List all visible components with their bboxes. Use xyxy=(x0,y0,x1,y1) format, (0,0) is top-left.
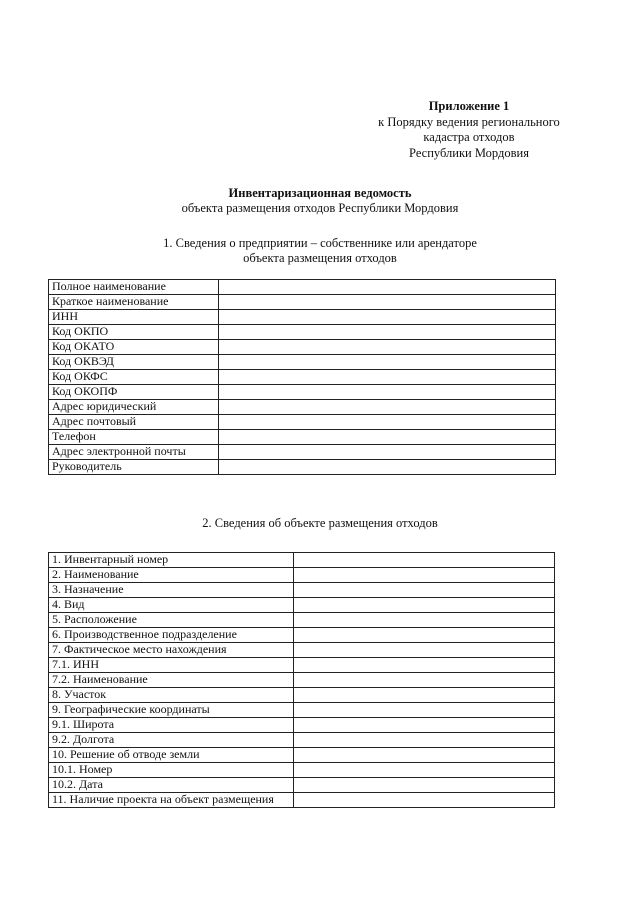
document-title-sub: объекта размещения отходов Республики Мордовия xyxy=(181,201,459,215)
table-row xyxy=(49,553,555,568)
row-value-cell xyxy=(219,340,556,355)
table-row xyxy=(49,445,556,460)
row-value-cell xyxy=(294,733,555,748)
row-value-cell xyxy=(294,673,555,688)
row-value-cell xyxy=(294,643,555,658)
table-row xyxy=(49,340,556,355)
row-label: Адрес электронной почты xyxy=(49,445,219,460)
row-value-cell xyxy=(294,628,555,643)
table-row xyxy=(49,400,556,415)
row-label: 7.1. ИНН xyxy=(49,658,294,673)
row-value-cell xyxy=(294,658,555,673)
row-value-cell xyxy=(219,400,556,415)
appendix-line-3: кадастра отходов xyxy=(423,130,515,144)
table-row xyxy=(49,658,555,673)
row-value-cell xyxy=(219,310,556,325)
row-value-cell xyxy=(294,748,555,763)
table-row xyxy=(49,673,555,688)
table-row xyxy=(49,748,555,763)
row-label: Адрес почтовый xyxy=(49,415,219,430)
section1-heading-line2: объекта размещения отходов xyxy=(243,251,397,265)
row-label: Руководитель xyxy=(49,460,219,475)
row-value-cell xyxy=(219,280,556,295)
table-row xyxy=(49,763,555,778)
row-value-cell xyxy=(294,583,555,598)
table-row xyxy=(49,718,555,733)
row-label: Телефон xyxy=(49,430,219,445)
row-label: ИНН xyxy=(49,310,219,325)
row-value-cell xyxy=(294,793,555,808)
row-label: Краткое наименование xyxy=(49,295,219,310)
row-label: Код ОКФС xyxy=(49,370,219,385)
appendix-line-4: Республики Мордовия xyxy=(409,145,529,160)
row-label: Код ОКАТО xyxy=(49,340,219,355)
row-label: 9.1. Широта xyxy=(49,718,294,733)
table-row xyxy=(49,325,556,340)
row-value-cell xyxy=(219,415,556,430)
row-label: 4. Вид xyxy=(49,598,294,613)
row-value-cell xyxy=(219,370,556,385)
appendix-block xyxy=(364,99,574,161)
table-row xyxy=(49,598,555,613)
table-row xyxy=(49,613,555,628)
table-row xyxy=(49,628,555,643)
table-row xyxy=(49,430,556,445)
table-row xyxy=(49,583,555,598)
appendix-title: Приложение 1 xyxy=(428,99,510,113)
row-label: 10.2. Дата xyxy=(49,778,294,793)
document-title-main: Инвентаризационная ведомость xyxy=(228,186,412,200)
table-row xyxy=(49,793,555,808)
table-row xyxy=(49,295,556,310)
table-row xyxy=(49,688,555,703)
row-value-cell xyxy=(294,778,555,793)
row-label: 7. Фактическое место нахождения xyxy=(49,643,294,658)
row-value-cell xyxy=(219,430,556,445)
row-label: 7.2. Наименование xyxy=(49,673,294,688)
table-row xyxy=(49,280,556,295)
row-label: 10. Решение об отводе земли xyxy=(49,748,294,763)
table-row xyxy=(49,355,556,370)
row-label: Полное наименование xyxy=(49,280,219,295)
row-label: 6. Производственное подразделение xyxy=(49,628,294,643)
row-label: 9. Географические координаты xyxy=(49,703,294,718)
row-value-cell xyxy=(294,568,555,583)
row-value-cell xyxy=(294,613,555,628)
row-value-cell xyxy=(294,553,555,568)
table-row xyxy=(49,370,556,385)
row-value-cell xyxy=(219,445,556,460)
row-value-cell xyxy=(219,385,556,400)
table-row xyxy=(49,568,555,583)
row-label: 8. Участок xyxy=(49,688,294,703)
row-label: 3. Назначение xyxy=(49,583,294,598)
table-row xyxy=(49,778,555,793)
row-label: 1. Инвентарный номер xyxy=(49,553,294,568)
table-row xyxy=(49,310,556,325)
row-label: Адрес юридический xyxy=(49,400,219,415)
section1-heading xyxy=(0,236,640,266)
row-value-cell xyxy=(294,763,555,778)
table-row xyxy=(49,703,555,718)
row-value-cell xyxy=(219,355,556,370)
row-label: 5. Расположение xyxy=(49,613,294,628)
appendix-line-2: к Порядку ведения регионального xyxy=(378,114,560,129)
row-label: Код ОКПО xyxy=(49,325,219,340)
row-value-cell xyxy=(294,718,555,733)
section1-heading-line1: 1. Сведения о предприятии – собственнике или арендаторе xyxy=(163,236,477,250)
table-row xyxy=(49,643,555,658)
row-value-cell xyxy=(294,688,555,703)
row-value-cell xyxy=(219,325,556,340)
row-value-cell xyxy=(219,295,556,310)
waste-site-info-table xyxy=(48,552,555,808)
document-title xyxy=(0,186,640,216)
row-label: 11. Наличие проекта на объект размещения xyxy=(49,793,294,808)
table-row xyxy=(49,415,556,430)
row-label: Код ОКВЭД xyxy=(49,355,219,370)
table-row xyxy=(49,385,556,400)
row-value-cell xyxy=(294,598,555,613)
enterprise-info-table xyxy=(48,279,556,475)
row-value-cell xyxy=(294,703,555,718)
row-label: 9.2. Долгота xyxy=(49,733,294,748)
table-row xyxy=(49,733,555,748)
row-value-cell xyxy=(219,460,556,475)
row-label: 10.1. Номер xyxy=(49,763,294,778)
row-label: 2. Наименование xyxy=(49,568,294,583)
row-label: Код ОКОПФ xyxy=(49,385,219,400)
table-row xyxy=(49,460,556,475)
section2-heading: 2. Сведения об объекте размещения отходов xyxy=(202,516,438,530)
